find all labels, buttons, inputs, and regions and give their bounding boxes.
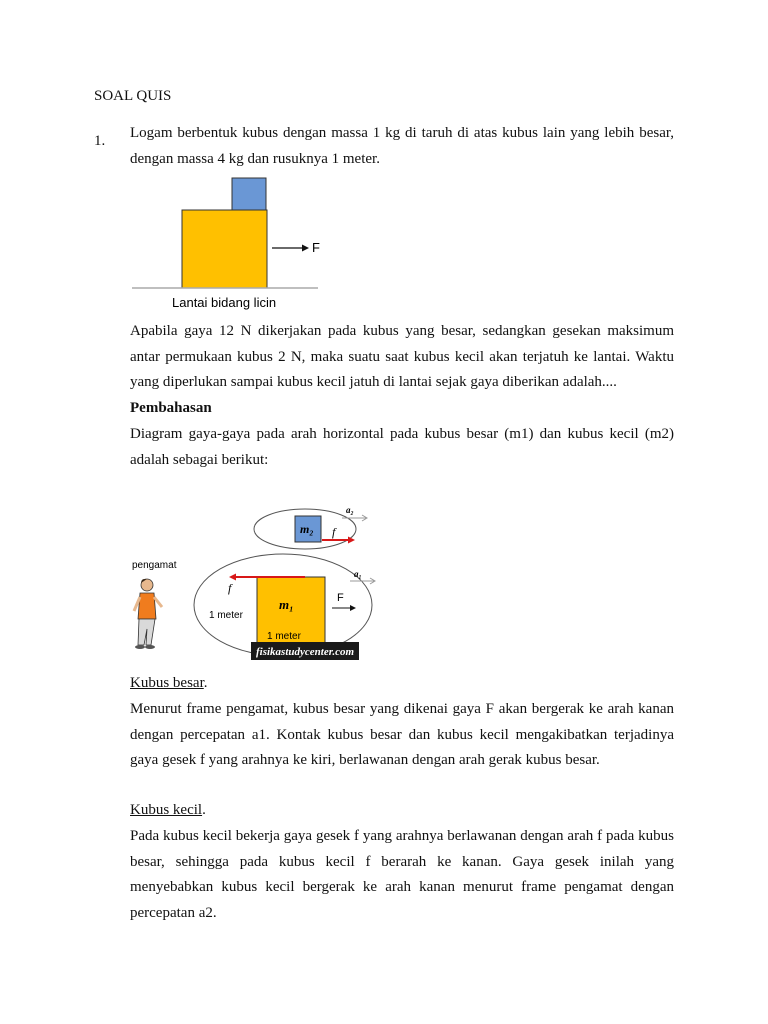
kubus-besar-heading [130, 675, 208, 692]
a2-label: a₂ [346, 505, 354, 515]
kubus-besar-text: Menurut frame pengamat, kubus besar yang dikenai gaya F akan bergerak ke arah kanan dengan percepatan a1. Kontak kubus besar dan kubus kecil mengakibatkan terjadinya gaya gesek f yang arahnya ke kiri, berlawanan dengan arah gerak kubus besar. [130, 701, 674, 768]
kubus-kecil-heading [130, 802, 206, 819]
f-big-label: f [228, 581, 232, 595]
side-length-label: 1 meter [209, 610, 243, 621]
question-text: Logam berbentuk kubus dengan massa 1 kg di taruh di atas kubus lain yang lebih besar, dengan massa 4 kg dan rusuknya 1 meter. [130, 125, 674, 167]
solution-heading: Pembahasan [130, 400, 212, 416]
kubus-besar-title: Kubus besar [130, 675, 204, 691]
floor-label: Lantai bidang licin [172, 295, 277, 310]
small-cube [232, 178, 266, 210]
kubus-kecil-title: Kubus kecil [130, 802, 203, 818]
question-number: 1. [94, 133, 106, 149]
m1-label: m₁ [279, 597, 294, 612]
solution-intro: Diagram gaya-gaya pada arah horizontal pada kubus besar (m1) dan kubus kecil (m2) adalah sebagai berikut: [130, 426, 674, 468]
big-cube [182, 210, 267, 288]
bottom-length-label: 1 meter [267, 631, 301, 642]
kubus-kecil-punct: . [202, 802, 206, 818]
a1-label: a₁ [354, 569, 362, 579]
observer-label: pengamat [132, 560, 177, 571]
force-label: F [312, 240, 320, 255]
m2-label: m₂ [300, 522, 314, 536]
kubus-besar-punct: . [203, 675, 208, 691]
figure-cubes-on-floor [120, 170, 340, 315]
observer-figure [134, 579, 162, 649]
F-label: F [337, 592, 344, 604]
figure-force-diagram [120, 495, 390, 670]
problem-text: Apabila gaya 12 N dikerjakan pada kubus yang besar, sedangkan gesekan maksimum antar permukaan kubus 2 N, maka suatu saat kubus kecil akan terjatuh ke lantai. Waktu yang diperlukan sampai kubus kecil jatuh di lantai sejak gaya diberikan adalah.... [130, 323, 674, 390]
f-small-label: f [332, 525, 336, 539]
watermark: fisikastudycenter.com [256, 646, 355, 658]
kubus-kecil-text: Pada kubus kecil bekerja gaya gesek f yang arahnya berlawanan dengan arah f pada kubus besar, sehingga pada kubus kecil f berarah ke kanan. Gaya gesek inilah yang menyebabkan kubus kecil bergerak ke arah kanan menurut frame pengamat dengan percepatan a2. [130, 828, 674, 921]
page-title: SOAL QUIS [94, 88, 172, 104]
